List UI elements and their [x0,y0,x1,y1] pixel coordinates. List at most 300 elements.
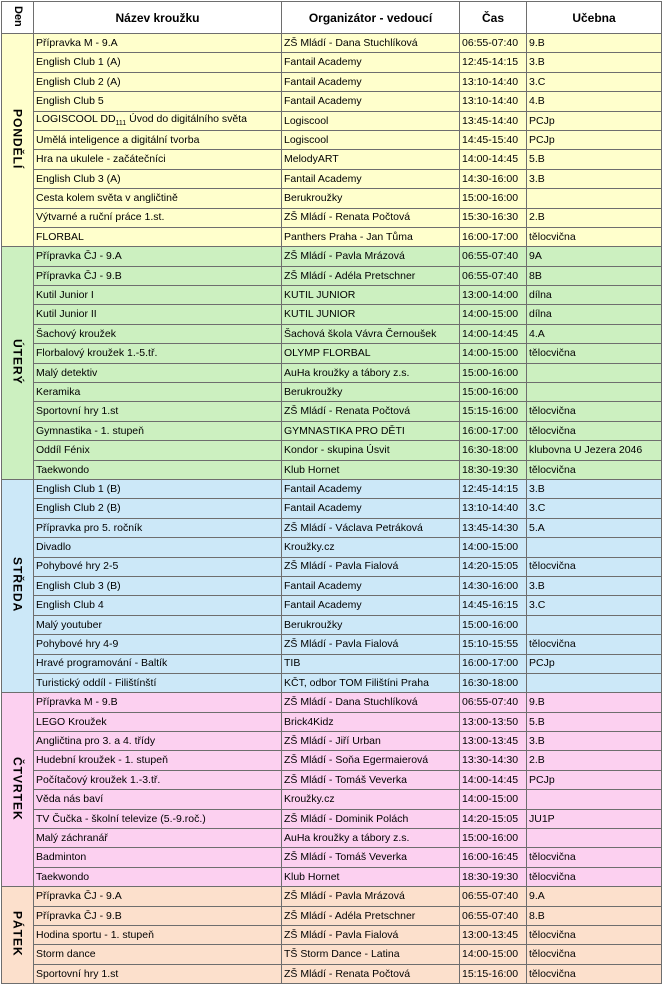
time: 15:00-16:00 [460,383,527,402]
time: 15:10-15:55 [460,635,527,654]
table-row [2,441,662,460]
club-name-text: Přípravka ČJ - 9.B [36,909,122,922]
club-name [34,635,282,654]
room [527,363,662,382]
table-row [2,906,662,925]
organizer: Brick4Kidz [282,712,460,731]
organizer: ZŠ Mládí - Dominik Polách [282,809,460,828]
club-name [34,383,282,402]
table-row [2,770,662,789]
club-name-text: TV Čučka - školní televize (5.-9.roč.) [36,812,206,825]
club-name [34,732,282,751]
club-name [34,344,282,363]
room [527,538,662,557]
table-row [2,576,662,595]
room: dílna [527,286,662,305]
time: 14:00-15:00 [460,305,527,324]
club-name [34,925,282,944]
table-row [2,111,662,130]
room [527,615,662,634]
time: 14:00-15:00 [460,344,527,363]
time: 13:00-13:45 [460,732,527,751]
room: 3.C [527,499,662,518]
room: 9.B [527,34,662,53]
time: 15:15-16:00 [460,402,527,421]
club-name-text: English Club 2 (A) [36,75,121,88]
room: tělocvična [527,460,662,479]
club-name-text: Přípravka M - 9.A [36,36,118,49]
club-name [34,596,282,615]
day-label [2,247,34,480]
room: PCJp [527,770,662,789]
time: 14:45-15:40 [460,130,527,149]
time: 06:55-07:40 [460,693,527,712]
room: 2.B [527,208,662,227]
time: 16:00-17:00 [460,227,527,246]
time: 16:00-16:45 [460,848,527,867]
club-name [34,809,282,828]
table-row [2,809,662,828]
time: 06:55-07:40 [460,887,527,906]
club-name [34,247,282,266]
organizer: Logiscool [282,130,460,149]
club-name [34,751,282,770]
club-name-text: Malý youtuber [36,618,102,631]
organizer: ZŠ Mládí - Adéla Pretschner [282,266,460,285]
club-name-text: Taekwondo [36,870,90,883]
organizer: Klub Hornet [282,460,460,479]
room [527,790,662,809]
time: 15:00-16:00 [460,829,527,848]
organizer: ZŠ Mládí - Dana Stuchlíková [282,34,460,53]
time: 16:00-17:00 [460,654,527,673]
club-name [34,169,282,188]
organizer: Fantail Academy [282,92,460,111]
time: 13:00-13:45 [460,925,527,944]
club-name [34,887,282,906]
room: tělocvična [527,848,662,867]
club-name [34,305,282,324]
room: 9.A [527,887,662,906]
organizer: ZŠ Mládí - Tomáš Veverka [282,770,460,789]
header-name: Název kroužku [34,2,282,34]
organizer: ZŠ Mládí - Renata Počtová [282,208,460,227]
club-name [34,867,282,886]
organizer: ZŠ Mládí - Pavla Fialová [282,635,460,654]
club-name-text: Pohybové hry 2-5 [36,560,119,573]
table-row [2,829,662,848]
table-row [2,615,662,634]
organizer: Fantail Academy [282,169,460,188]
club-name [34,363,282,382]
club-name-text: LEGO Kroužek [36,715,107,728]
time: 14:00-14:45 [460,150,527,169]
club-name [34,712,282,731]
time: 14:45-16:15 [460,596,527,615]
club-name-text: Umělá inteligence a digitální tvorba [36,133,200,146]
club-name-text: Gymnastika - 1. stupeň [36,424,144,437]
time: 14:30-16:00 [460,169,527,188]
club-name-text: Kutil Junior II [36,308,97,321]
room: 5.A [527,518,662,537]
organizer: Fantail Academy [282,479,460,498]
time: 06:55-07:40 [460,34,527,53]
club-name-text: Hudební kroužek - 1. stupeň [36,754,168,767]
club-name-text: Storm dance [36,948,96,961]
time: 15:00-16:00 [460,189,527,208]
time: 06:55-07:40 [460,906,527,925]
organizer: KUTIL JUNIOR [282,286,460,305]
room: JU1P [527,809,662,828]
club-name-text: English Club 1 (B) [36,482,121,495]
organizer: Berukroužky [282,189,460,208]
club-name [34,964,282,983]
club-name [34,421,282,440]
room: tělocvična [527,964,662,983]
table-row [2,518,662,537]
room [527,829,662,848]
club-name [34,518,282,537]
organizer: Berukroužky [282,615,460,634]
club-name [34,402,282,421]
day-label [2,479,34,692]
room: 3.B [527,576,662,595]
organizer: AuHa kroužky a tábory z.s. [282,363,460,382]
club-name-text: Přípravka ČJ - 9.A [36,250,122,263]
time: 13:45-14:30 [460,518,527,537]
club-name-text: Kutil Junior I [36,289,94,302]
time: 06:55-07:40 [460,247,527,266]
organizer: Klub Hornet [282,867,460,886]
table-row [2,402,662,421]
club-name [34,576,282,595]
table-row [2,499,662,518]
table-row [2,383,662,402]
room: 4.A [527,324,662,343]
club-name-text: Cesta kolem světa v angličtině [36,192,178,205]
time: 13:00-14:00 [460,286,527,305]
room: tělocvična [527,402,662,421]
day-label [2,887,34,984]
club-name [34,499,282,518]
time: 16:30-18:00 [460,673,527,692]
day-label-text: STŘEDA [10,557,25,613]
table-row [2,732,662,751]
room: dílna [527,305,662,324]
room: PCJp [527,130,662,149]
time: 16:00-17:00 [460,421,527,440]
table-row [2,421,662,440]
time: 13:10-14:40 [460,92,527,111]
room: 5.B [527,712,662,731]
club-schedule-table [1,1,662,984]
table-header-row [2,2,662,34]
day-label-text: ČTVRTEK [10,756,25,821]
organizer: TŠ Storm Dance - Latina [282,945,460,964]
header-day: Den [2,2,34,34]
organizer: Fantail Academy [282,72,460,91]
table-row [2,867,662,886]
table-row [2,557,662,576]
room: 8.B [527,906,662,925]
time: 15:00-16:00 [460,615,527,634]
club-name-subscript: 111 [115,120,127,128]
room: tělocvična [527,227,662,246]
room: 3.B [527,732,662,751]
organizer: Kroužky.cz [282,790,460,809]
club-name [34,693,282,712]
club-name [34,150,282,169]
room: 9A [527,247,662,266]
club-name [34,111,282,130]
club-name-text: Přípravka ČJ - 9.A [36,890,122,903]
room: tělocvična [527,945,662,964]
club-name-text: Malý záchranář [36,831,108,844]
club-name [34,557,282,576]
room: 9.B [527,693,662,712]
table-row [2,92,662,111]
table-row [2,673,662,692]
table-row [2,538,662,557]
day-label-text: PÁTEK [10,911,25,957]
room: tělocvična [527,557,662,576]
organizer: Fantail Academy [282,596,460,615]
club-name [34,92,282,111]
time: 14:20-15:05 [460,809,527,828]
table-row [2,305,662,324]
organizer: Kondor - skupina Úsvit [282,441,460,460]
table-row [2,150,662,169]
table-row [2,130,662,149]
club-name-text: Přípravka ČJ - 9.B [36,269,122,282]
club-name-text: English Club 2 (B) [36,502,121,515]
club-name [34,790,282,809]
table-row [2,34,662,53]
club-name-text: Sportovní hry 1.st [36,405,119,418]
club-name [34,945,282,964]
room: 3.B [527,479,662,498]
organizer: TIB [282,654,460,673]
room [527,673,662,692]
day-label-text: ÚTERÝ [10,339,25,385]
time: 14:00-14:45 [460,770,527,789]
time: 14:30-16:00 [460,576,527,595]
room: 2.B [527,751,662,770]
club-name-text: Hra na ukulele - začátečníci [36,153,166,166]
table-row [2,712,662,731]
club-name-text: Šachový kroužek [36,327,116,340]
room: klubovna U Jezera 2046 [527,441,662,460]
room: tělocvična [527,635,662,654]
club-name [34,538,282,557]
room: PCJp [527,654,662,673]
club-name-rest: Úvod do digitálního světa [126,113,248,126]
club-name-text: English Club 3 (A) [36,172,121,185]
table-row [2,790,662,809]
room: tělocvična [527,867,662,886]
room: 3.B [527,53,662,72]
club-name-text: English Club 1 (A) [36,56,121,69]
club-name [34,324,282,343]
time: 14:00-15:00 [460,945,527,964]
room: 8B [527,266,662,285]
organizer: Panthers Praha - Jan Tůma [282,227,460,246]
room [527,189,662,208]
table-row [2,53,662,72]
club-name-text: Florbalový kroužek 1.-5.tř. [36,347,158,360]
organizer: ZŠ Mládí - Soňa Egermaierová [282,751,460,770]
club-name-text: Přípravka M - 9.B [36,696,118,709]
club-name [34,673,282,692]
table-row [2,945,662,964]
club-name-text: Oddíl Fénix [36,444,90,457]
organizer: Kroužky.cz [282,538,460,557]
organizer: ZŠ Mládí - Pavla Mrázová [282,887,460,906]
club-name-text: Malý detektiv [36,366,98,379]
day-label [2,34,34,247]
club-name [34,189,282,208]
club-name [34,460,282,479]
time: 13:00-13:50 [460,712,527,731]
time: 14:00-14:45 [460,324,527,343]
club-name-text: Sportovní hry 1.st [36,967,119,980]
table-row [2,286,662,305]
time: 14:20-15:05 [460,557,527,576]
table-row [2,693,662,712]
club-name-text: FLORBAL [36,230,84,243]
organizer: ZŠ Mládí - Václava Petráková [282,518,460,537]
organizer: KUTIL JUNIOR [282,305,460,324]
time: 12:45-14:15 [460,479,527,498]
club-name-text: English Club 3 (B) [36,579,121,592]
day-label [2,693,34,887]
organizer: ZŠ Mládí - Renata Počtová [282,402,460,421]
table-row [2,208,662,227]
table-row [2,635,662,654]
club-name [34,829,282,848]
organizer: KČT, odbor TOM Filištíni Praha [282,673,460,692]
club-name-text: Hodina sportu - 1. stupeň [36,928,154,941]
time: 15:15-16:00 [460,964,527,983]
room: tělocvična [527,421,662,440]
club-name-text: Počítačový kroužek 1.-3.tř. [36,773,161,786]
club-name-text: Badminton [36,851,87,864]
time: 14:00-15:00 [460,538,527,557]
table-row [2,751,662,770]
time: 13:30-14:30 [460,751,527,770]
time: 13:10-14:40 [460,499,527,518]
organizer: Berukroužky [282,383,460,402]
organizer: OLYMP FLORBAL [282,344,460,363]
table-row [2,363,662,382]
organizer: ZŠ Mládí - Tomáš Veverka [282,848,460,867]
time: 06:55-07:40 [460,266,527,285]
table-row [2,925,662,944]
club-name [34,266,282,285]
room [527,383,662,402]
club-name-text: English Club 5 [36,95,104,108]
organizer: ZŠ Mládí - Dana Stuchlíková [282,693,460,712]
table-row [2,227,662,246]
club-name [34,34,282,53]
table-row [2,479,662,498]
club-name-text: LOGISCOOL DD [36,113,116,126]
club-name-text: Divadlo [36,541,72,554]
organizer: Logiscool [282,111,460,130]
time: 13:45-14:40 [460,111,527,130]
table-row [2,344,662,363]
table-row [2,266,662,285]
club-name [34,654,282,673]
club-name [34,906,282,925]
club-name-text: Keramika [36,385,81,398]
time: 18:30-19:30 [460,867,527,886]
organizer: AuHa kroužky a tábory z.s. [282,829,460,848]
organizer: ZŠ Mládí - Pavla Fialová [282,557,460,576]
header-time: Čas [460,2,527,34]
club-name [34,208,282,227]
club-name [34,130,282,149]
club-name [34,479,282,498]
time: 15:30-16:30 [460,208,527,227]
header-organizer: Organizátor - vedoucí [282,2,460,34]
day-label-text: PONDĚLÍ [10,108,25,170]
time: 13:10-14:40 [460,72,527,91]
table-row [2,887,662,906]
organizer: ZŠ Mládí - Renata Počtová [282,964,460,983]
organizer: Šachová škola Vávra Černoušek [282,324,460,343]
organizer: ZŠ Mládí - Adéla Pretschner [282,906,460,925]
table-row [2,324,662,343]
room: 3.B [527,169,662,188]
organizer: Fantail Academy [282,499,460,518]
club-name [34,848,282,867]
table-row [2,654,662,673]
organizer: Fantail Academy [282,53,460,72]
table-row [2,189,662,208]
room: 4.B [527,92,662,111]
club-name [34,286,282,305]
organizer: ZŠ Mládí - Pavla Fialová [282,925,460,944]
club-name [34,227,282,246]
club-name [34,441,282,460]
room: PCJp [527,111,662,130]
room: tělocvična [527,344,662,363]
club-name-text: Výtvarné a ruční práce 1.st. [36,211,165,224]
club-name [34,72,282,91]
club-name-text: Přípravka pro 5. ročník [36,521,143,534]
club-name-text: Věda nás baví [36,793,104,806]
time: 18:30-19:30 [460,460,527,479]
club-name [34,615,282,634]
room: 5.B [527,150,662,169]
club-name [34,53,282,72]
table-row [2,596,662,615]
club-name-text: Turistický oddíl - Filištínští [36,676,157,689]
table-row [2,964,662,983]
organizer: MelodyART [282,150,460,169]
organizer: Fantail Academy [282,576,460,595]
header-room: Učebna [527,2,662,34]
organizer: ZŠ Mládí - Pavla Mrázová [282,247,460,266]
club-name-text: Taekwondo [36,463,90,476]
time: 12:45-14:15 [460,53,527,72]
club-name-text: Pohybové hry 4-9 [36,638,119,651]
organizer: ZŠ Mládí - Jiří Urban [282,732,460,751]
club-name [34,770,282,789]
room: 3.C [527,596,662,615]
time: 16:30-18:00 [460,441,527,460]
